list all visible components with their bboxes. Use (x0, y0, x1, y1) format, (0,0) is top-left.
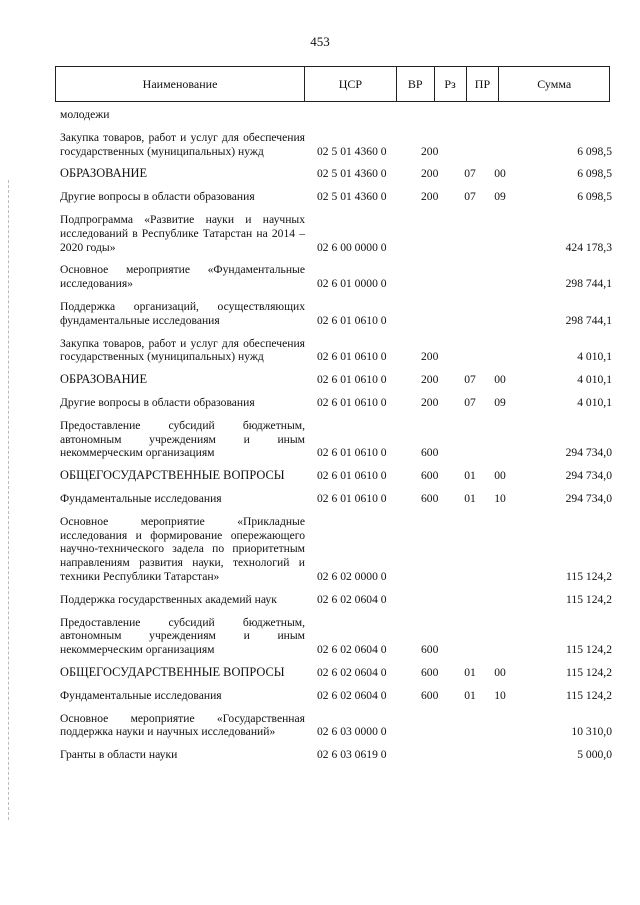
row-sum: 298 744,1 (565, 313, 612, 327)
row-vr: 600 (421, 643, 439, 657)
row-sum: 115 124,2 (566, 569, 612, 583)
row-name: Закупка товаров, работ и услуг для обеспечения государственных (муниципальных) нужд (60, 336, 305, 364)
row-name: молодежи (60, 108, 110, 121)
table-row (60, 469, 612, 483)
row-csr: 02 6 02 0000 0 (317, 569, 387, 583)
row-sum: 294 734,0 (565, 491, 612, 505)
column-header-pr: ПР (467, 67, 500, 101)
table-row (60, 213, 612, 254)
row-csr: 02 6 01 0610 0 (317, 313, 387, 327)
row-csr: 02 6 02 0604 0 (317, 592, 387, 606)
row-csr: 02 6 00 0000 0 (317, 240, 387, 254)
row-rz: 07 (464, 167, 476, 181)
row-sum: 10 310,0 (571, 725, 612, 739)
table-row (60, 263, 612, 291)
column-header-vr: ВР (397, 67, 435, 101)
row-name: Подпрограмма «Развитие науки и научных исследований в Республике Татарстан на 2014 – 2020 годы» (60, 212, 305, 254)
table-row (60, 396, 612, 410)
row-rz: 07 (464, 373, 476, 387)
row-sum: 115 124,2 (566, 643, 612, 657)
row-pr: 00 (494, 167, 506, 181)
row-sum: 115 124,2 (566, 592, 612, 606)
row-name: ОБЩЕГОСУДАРСТВЕННЫЕ ВОПРОСЫ (60, 664, 285, 679)
row-csr: 02 6 01 0610 0 (317, 446, 387, 460)
column-header-name: Наименование (56, 67, 305, 101)
row-vr: 600 (421, 688, 439, 702)
table-row (60, 167, 612, 181)
table-row (60, 689, 612, 703)
row-name: ОБРАЗОВАНИЕ (60, 166, 148, 181)
row-csr: 02 6 03 0000 0 (317, 725, 387, 739)
row-vr: 200 (421, 167, 439, 181)
row-rz: 01 (464, 469, 476, 483)
row-sum: 4 010,1 (577, 350, 612, 364)
row-vr: 600 (421, 491, 439, 505)
row-vr: 200 (421, 350, 439, 364)
row-csr: 02 6 01 0000 0 (317, 277, 387, 291)
row-vr: 200 (421, 144, 439, 158)
row-pr: 10 (494, 688, 506, 702)
row-name: Основное мероприятие «Государственная поддержка науки и научных исследований» (60, 711, 305, 739)
row-sum: 424 178,3 (565, 240, 612, 254)
row-pr: 09 (494, 395, 506, 409)
row-csr: 02 6 02 0604 0 (317, 643, 387, 657)
row-csr: 02 6 03 0619 0 (317, 748, 387, 762)
row-name: Другие вопросы в области образования (60, 395, 255, 409)
row-sum: 5 000,0 (577, 748, 612, 762)
row-name: Поддержка государственных академий наук (60, 592, 277, 606)
page-number: 453 (310, 34, 330, 49)
table-row (60, 373, 612, 387)
row-name: Предоставление субсидий бюджетным, автономным учреждениям и иным некоммерческим организациям (60, 615, 305, 657)
table-row (60, 419, 612, 460)
table-row (60, 190, 612, 204)
table-row (60, 108, 612, 122)
table-row (60, 748, 612, 762)
table-row (60, 300, 612, 328)
row-csr: 02 6 01 0610 0 (317, 469, 387, 483)
table-row (60, 337, 612, 365)
table-row (60, 666, 612, 680)
row-vr: 200 (421, 395, 439, 409)
row-sum: 294 734,0 (565, 469, 612, 483)
row-pr: 00 (494, 665, 506, 679)
row-pr: 10 (494, 491, 506, 505)
row-rz: 01 (464, 688, 476, 702)
row-sum: 4 010,1 (577, 373, 612, 387)
row-name: ОБЩЕГОСУДАРСТВЕННЫЕ ВОПРОСЫ (60, 468, 285, 483)
row-pr: 00 (494, 373, 506, 387)
row-name: Гранты в области науки (60, 748, 178, 762)
row-sum: 115 124,2 (566, 688, 612, 702)
row-vr: 600 (421, 469, 439, 483)
row-rz: 07 (464, 395, 476, 409)
row-pr: 09 (494, 190, 506, 204)
row-csr: 02 6 01 0610 0 (317, 373, 387, 387)
row-name: Основное мероприятие «Фундаментальные исследования» (60, 263, 305, 291)
row-name: Другие вопросы в области образования (60, 190, 255, 204)
table-row (60, 616, 612, 657)
row-name: Закупка товаров, работ и услуг для обеспечения государственных (муниципальных) нужд (60, 130, 305, 158)
row-sum: 294 734,0 (565, 446, 612, 460)
row-rz: 01 (464, 665, 476, 679)
row-sum: 6 098,5 (577, 144, 612, 158)
row-csr: 02 6 01 0610 0 (317, 491, 387, 505)
row-name: Основное мероприятие «Прикладные исследования и формирование опережающего научно-технического задела по приоритетным направлениям развития науки, технологий и техники Республики Татарстан» (60, 514, 305, 583)
row-name: Предоставление субсидий бюджетным, автономным учреждениям и иным некоммерческим организациям (60, 418, 305, 460)
row-name: Фундаментальные исследования (60, 688, 222, 702)
row-sum: 6 098,5 (577, 167, 612, 181)
row-vr: 200 (421, 373, 439, 387)
row-sum: 298 744,1 (565, 277, 612, 291)
row-pr: 00 (494, 469, 506, 483)
row-csr: 02 5 01 4360 0 (317, 190, 387, 204)
row-name: Поддержка организаций, осуществляющих фундаментальные исследования (60, 299, 305, 327)
row-sum: 6 098,5 (577, 190, 612, 204)
table-header (55, 66, 610, 102)
row-name: ОБРАЗОВАНИЕ (60, 372, 148, 387)
row-csr: 02 6 01 0610 0 (317, 395, 387, 409)
row-csr: 02 5 01 4360 0 (317, 167, 387, 181)
column-header-rz: Рз (435, 67, 467, 101)
row-name: Фундаментальные исследования (60, 491, 222, 505)
row-csr: 02 6 01 0610 0 (317, 350, 387, 364)
row-vr: 600 (421, 446, 439, 460)
table-row (60, 515, 612, 584)
row-sum: 115 124,2 (566, 665, 612, 679)
row-csr: 02 6 02 0604 0 (317, 688, 387, 702)
table-row (60, 712, 612, 740)
table-row (60, 131, 612, 159)
column-header-csr: ЦСР (305, 67, 397, 101)
row-vr: 600 (421, 665, 439, 679)
budget-table-body (60, 108, 612, 771)
row-rz: 07 (464, 190, 476, 204)
margin-scan-marks (8, 180, 11, 820)
table-row (60, 593, 612, 607)
row-sum: 4 010,1 (577, 395, 612, 409)
row-csr: 02 5 01 4360 0 (317, 144, 387, 158)
row-vr: 200 (421, 190, 439, 204)
row-rz: 01 (464, 491, 476, 505)
table-row (60, 492, 612, 506)
column-header-sum: Сумма (537, 76, 572, 91)
row-csr: 02 6 02 0604 0 (317, 665, 387, 679)
